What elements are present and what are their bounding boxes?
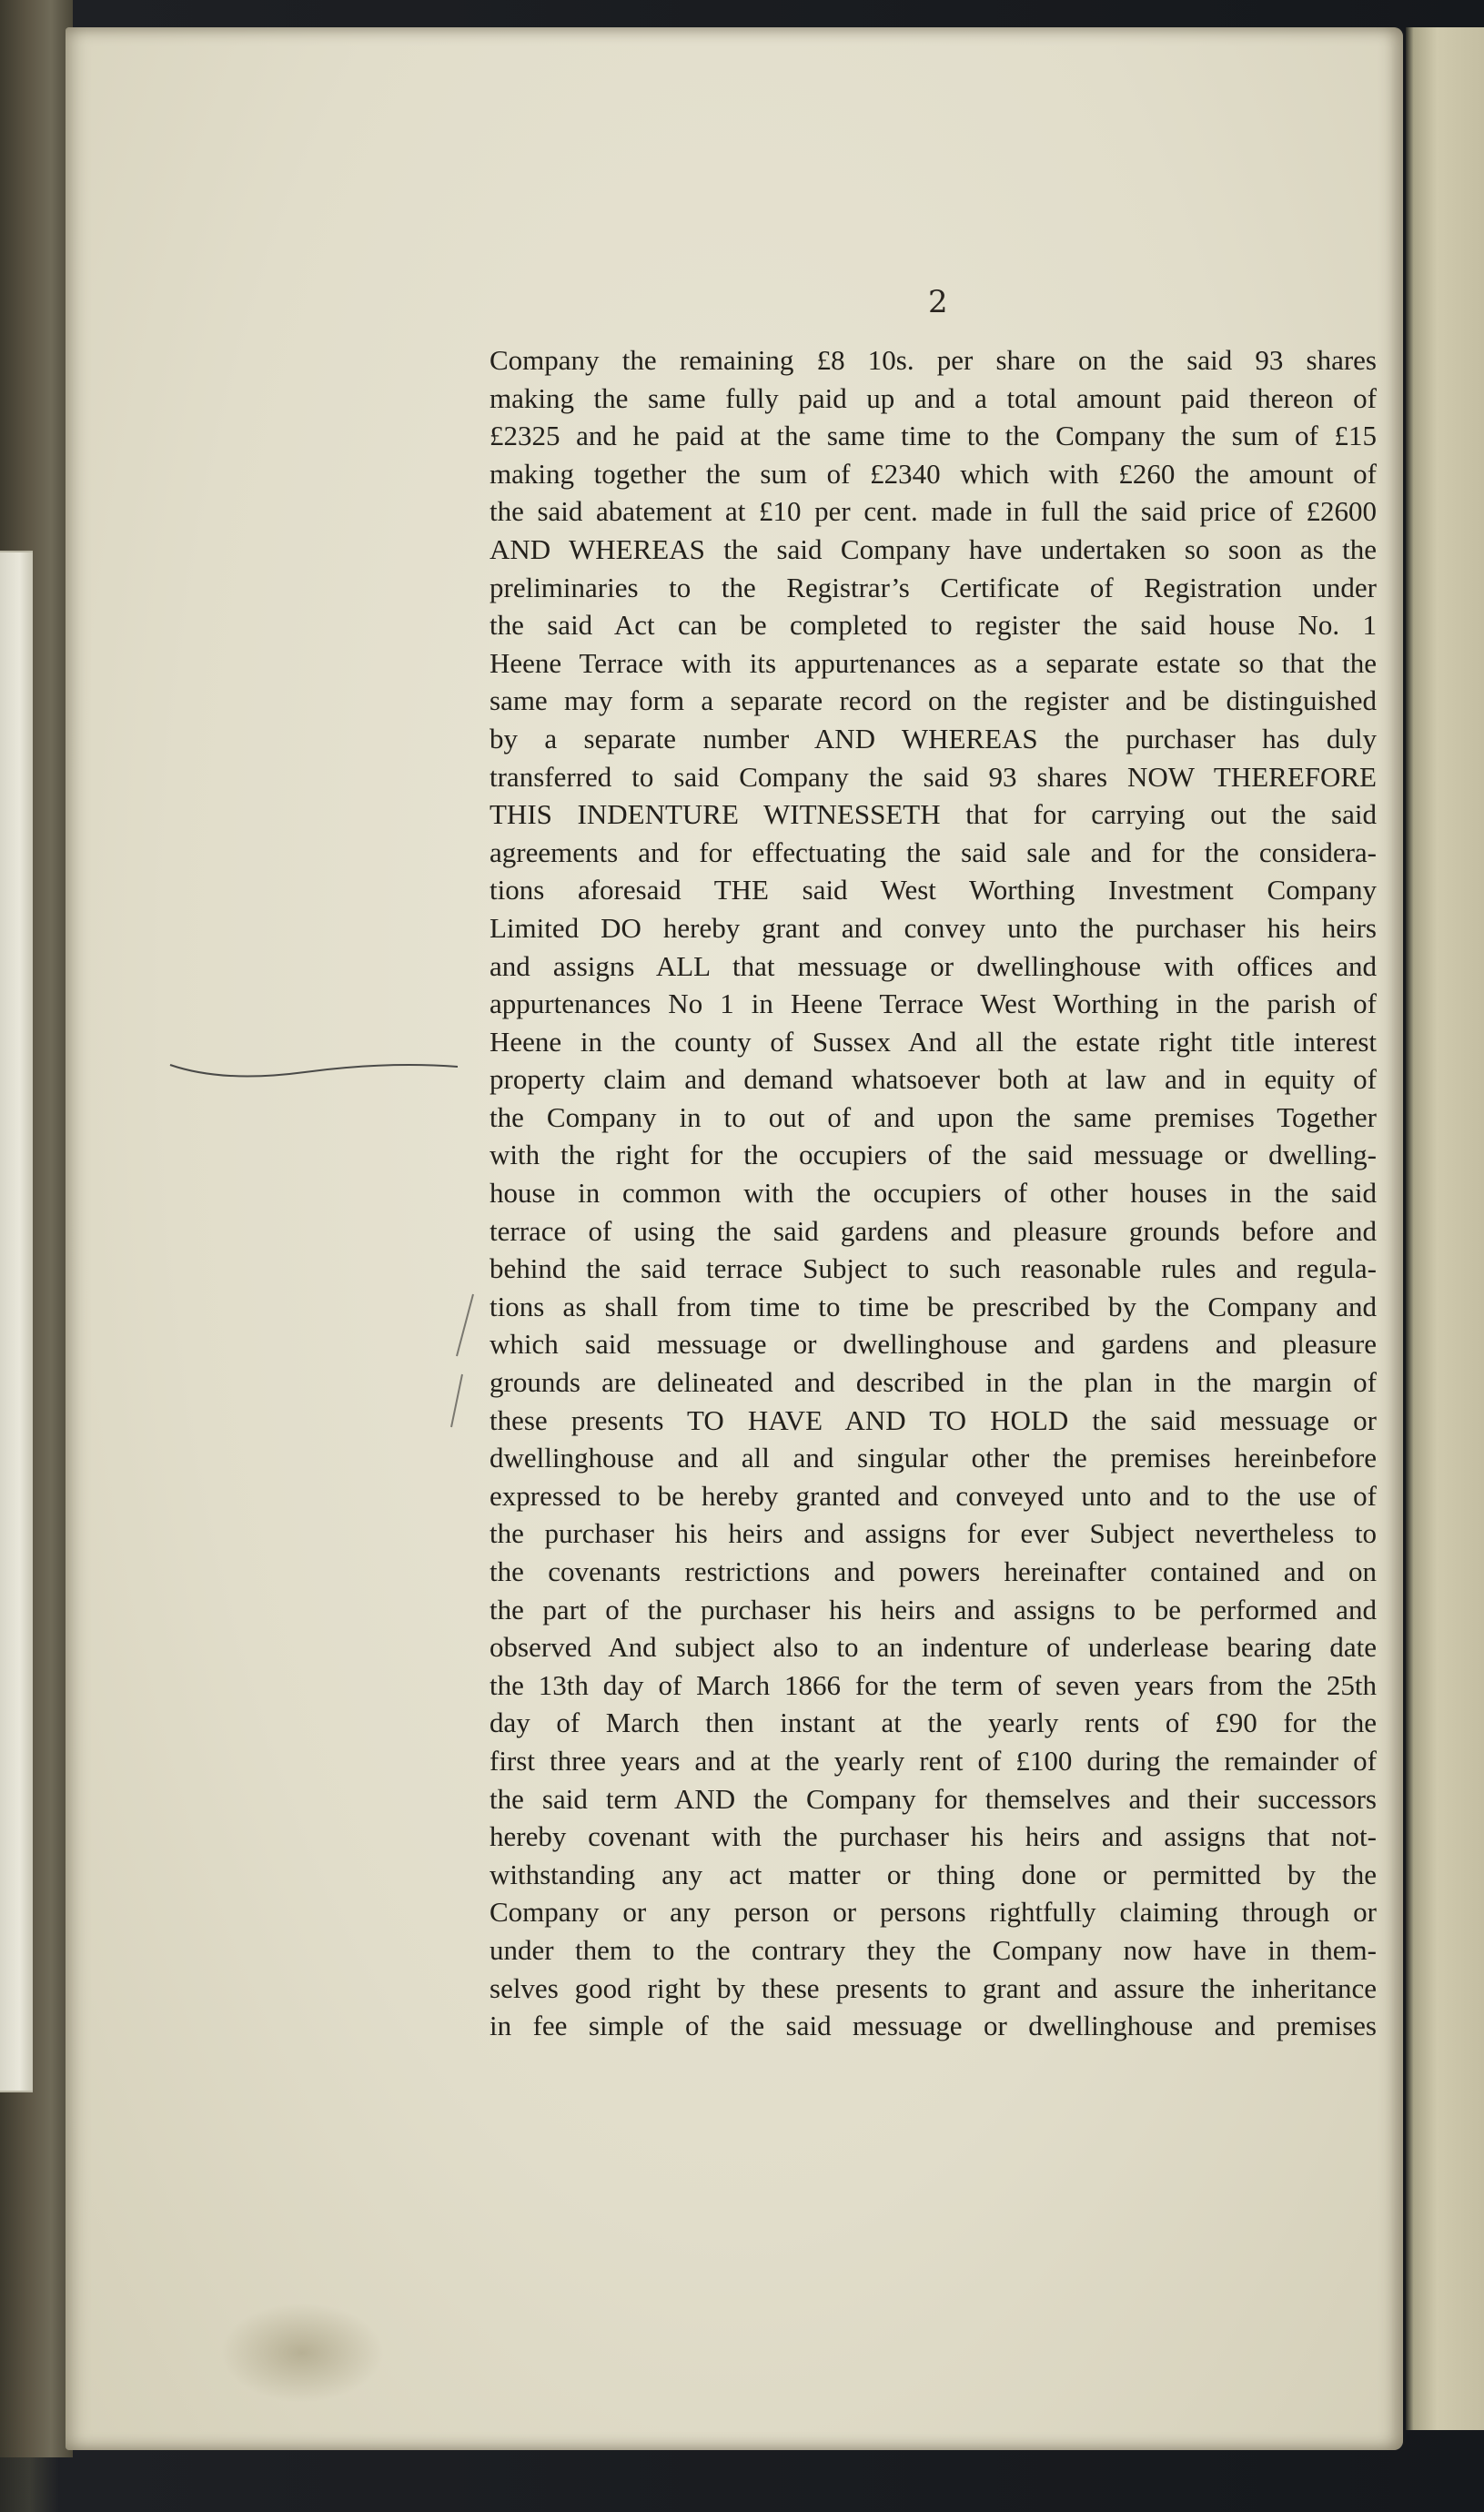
text-line: transferred to said Company the said 93 shares NOW THEREFORE: [490, 760, 1377, 793]
text-line: house in common with the occupiers of other houses in the said: [490, 1177, 1377, 1210]
text-line: dwellinghouse and all and singular other the premises hereinbefore: [490, 1442, 1377, 1474]
text-line: withstanding any act matter or thing done or permitted by the: [490, 1858, 1377, 1890]
text-line: making together the sum of £2340 which with £260 the amount of: [490, 457, 1377, 490]
text-line: Company or any person or persons rightfully claiming through or: [490, 1896, 1377, 1929]
text-line: grounds are delineated and described in the plan in the margin of: [490, 1366, 1377, 1399]
text-line: these presents TO HAVE AND TO HOLD the said messuage or: [490, 1403, 1377, 1436]
text-line: property claim and demand whatsoever both at law and in equity of: [490, 1063, 1377, 1096]
text-line: tions aforesaid THE said West Worthing Investment Company: [490, 874, 1377, 907]
text-line: the covenants restrictions and powers hereinafter contained and on: [490, 1555, 1377, 1587]
body-text: [490, 341, 1377, 2045]
text-line: day of March then instant at the yearly rents of £90 for the: [490, 1707, 1377, 1739]
text-line: making the same fully paid up and a total amount paid thereon of: [490, 381, 1377, 414]
text-line: preliminaries to the Registrar’s Certificate of Registration under: [490, 571, 1377, 603]
text-line: hereby covenant with the purchaser his heirs and assigns that not-: [490, 1820, 1377, 1853]
text-line: Heene in the county of Sussex And all the estate right title interest: [490, 1025, 1377, 1058]
text-line: AND WHEREAS the said Company have undertaken so soon as the: [490, 532, 1377, 565]
text-line: expressed to be hereby granted and conveyed unto and to the use of: [490, 1479, 1377, 1512]
text-line: terrace of using the said gardens and pleasure grounds before and: [490, 1214, 1377, 1247]
text-line: with the right for the occupiers of the said messuage or dwelling-: [490, 1139, 1377, 1171]
text-line: the said term AND the Company for themselves and their successors: [490, 1782, 1377, 1815]
text-line: the Company in to out of and upon the same premises Together: [490, 1100, 1377, 1133]
page-number: 2: [928, 284, 948, 320]
text-line: £2325 and he paid at the same time to the Company the sum of £15: [490, 420, 1377, 452]
text-line: the said Act can be completed to register the said house No. 1: [490, 609, 1377, 642]
text-line: under them to the contrary they the Company now have in them-: [490, 1933, 1377, 1966]
text-line: the purchaser his heirs and assigns for ever Subject nevertheless to: [490, 1517, 1377, 1550]
text-line: the 13th day of March 1866 for the term of seven years from the 25th: [490, 1668, 1377, 1701]
text-line: THIS INDENTURE WITNESSETH that for carrying out the said: [490, 798, 1377, 831]
text-line: Limited DO hereby grant and convey unto the purchaser his heirs: [490, 911, 1377, 944]
text-line: which said messuage or dwellinghouse and gardens and pleasure: [490, 1328, 1377, 1361]
text-line: behind the said terrace Subject to such reasonable rules and regula-: [490, 1252, 1377, 1285]
paper-tab-strip: [0, 551, 33, 2092]
margin-pencil-mark: [446, 1292, 482, 1429]
text-line: tions as shall from time to time be prescribed by the Company and: [490, 1290, 1377, 1322]
text-line: agreements and for effectuating the said sale and for the considera-: [490, 836, 1377, 868]
text-line: Heene Terrace with its appurtenances as a separate estate so that the: [490, 646, 1377, 679]
text-line: selves good right by these presents to grant and assure the inheritance: [490, 1971, 1377, 2004]
margin-pencil-line: [168, 1048, 459, 1085]
text-line: observed And subject also to an indenture of underlease bearing date: [490, 1631, 1377, 1664]
paper-stain: [220, 2303, 384, 2403]
text-line: first three years and at the yearly rent of £100 during the remainder of: [490, 1744, 1377, 1777]
text-line: in fee simple of the said messuage or dwellinghouse and premises: [490, 2010, 1377, 2042]
text-line: by a separate number AND WHEREAS the purchaser has duly: [490, 722, 1377, 755]
text-line: the said abatement at £10 per cent. made in full the said price of £2600: [490, 495, 1377, 528]
text-line: same may form a separate record on the register and be distinguished: [490, 684, 1377, 717]
adjacent-page-edge: [1406, 27, 1484, 2430]
text-line: and assigns ALL that messuage or dwellinghouse with offices and: [490, 949, 1377, 982]
text-line: appurtenances No 1 in Heene Terrace West Worthing in the parish of: [490, 988, 1377, 1020]
text-line: the part of the purchaser his heirs and assigns to be performed and: [490, 1593, 1377, 1626]
text-line: Company the remaining £8 10s. per share on the said 93 shares: [490, 344, 1377, 376]
